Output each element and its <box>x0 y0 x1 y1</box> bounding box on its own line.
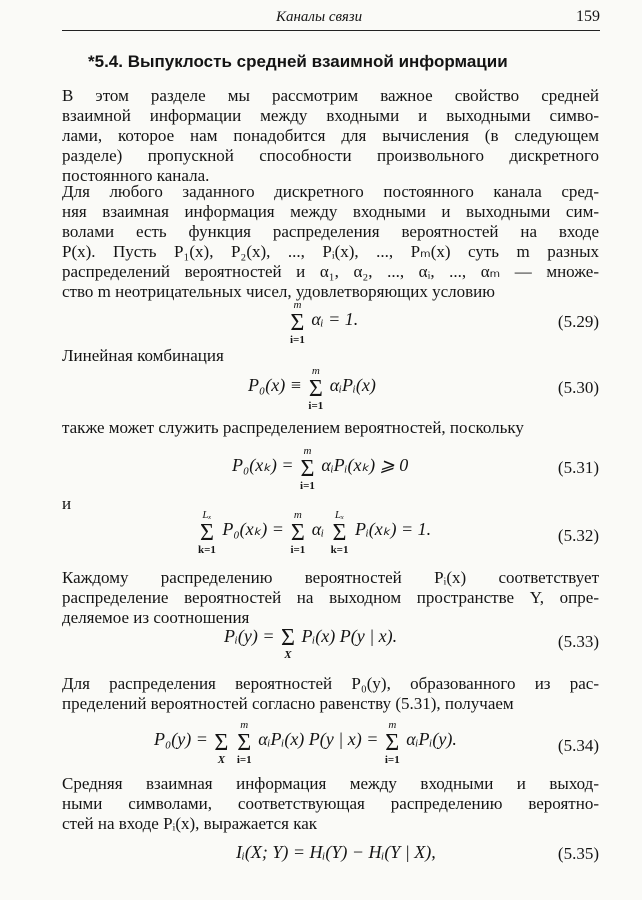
equation-number: (5.34) <box>557 736 599 755</box>
equation-5-35 <box>0 838 642 882</box>
equation-number: (5.30) <box>557 378 599 397</box>
page-header <box>62 6 600 31</box>
text-and: и <box>62 494 72 513</box>
sum-symbol: m Σ i=1 <box>290 299 305 346</box>
equation-5-31: P₀(xₖ) = m Σ i=1 αᵢPᵢ(xₖ) ⩾ 0 (5.31) <box>232 445 599 492</box>
page-number: 159 <box>576 8 600 25</box>
equation-number: (5.31) <box>557 458 599 477</box>
paragraph-output-distribution: Каждому распределению вероятностей Pᵢ(x) соответствует распределение вероятностей на выходном пространстве Y, опре- деляемое из соотношения <box>62 568 599 627</box>
paragraph-mutual-info: Средняя взаимная информация между входными и выход- ными символами, соответствующая распределению вероятно- стей на входе Pᵢ(x), выражается как <box>62 774 599 833</box>
equation-5-32: Lₓ Σ k=1 P₀(xₖ) = m Σ i=1 αᵢ Lₓ Σ k=1 Pᵢ(xₖ) = 1. (5.32) <box>198 509 599 556</box>
equation-number: (5.29) <box>557 312 599 331</box>
equation-5-30: P₀(x) ≡ m Σ i=1 αᵢPᵢ(x) (5.30) <box>248 365 599 412</box>
equation-number: (5.32) <box>557 526 599 545</box>
equation-number: (5.35) <box>557 844 599 863</box>
equation-body: Iᵢ(X; Y) = Hᵢ(Y) − Hᵢ(Y | X), <box>236 842 436 862</box>
equation-5-29 <box>0 300 642 344</box>
text-linear-combination: Линейная комбинация <box>62 346 224 365</box>
sum-symbol: m Σ i=1 <box>384 719 400 766</box>
text-also: также может служить распределением вероятностей, поскольку <box>62 418 524 437</box>
sum-symbol: Σ X <box>214 730 229 766</box>
equation-body: αᵢ = 1. <box>311 309 359 330</box>
equation-number: (5.33) <box>557 632 599 651</box>
equation-5-34: P₀(y) = Σ X m Σ i=1 αᵢPᵢ(x) P(y | x) = m Σ i=1 αᵢPᵢ(y). (5.34) <box>154 719 599 766</box>
equation-5-33: Pᵢ(y) = Σ X Pᵢ(x) P(y | x). (5.33) <box>224 625 599 661</box>
paragraph-intro: В этом разделе мы рассмотрим важное свойство средней взаимной информации между входными и выходными симво- лами, которое нам понадобится для вычисления (в следующем разделе) пропускной способности произвольного дискретного постоянного канала. <box>62 86 599 185</box>
sum-symbol: m Σ i=1 <box>236 719 252 766</box>
paragraph-mixture: Для распределения вероятностей P₀(y), образованного из рас- пределений вероятностей согласно равенству (5.31), получаем <box>62 674 599 713</box>
running-title: Каналы связи <box>276 9 363 25</box>
sum-symbol: m Σ i=1 <box>300 445 315 492</box>
sum-symbol: Lₓ Σ k=1 <box>198 509 216 556</box>
paragraph-definition: Для любого заданного дискретного постоянного канала сред- няя взаимная информация между входными и выходными сим- волами есть функция распределения вероятностей на входе P(x). Пусть P₁(x), P₂(x), ..., Pᵢ(x), ..., Pₘ(x) суть m разных распределений вероятностей и α₁, α₂, ..., αᵢ, ..., αₘ — множе- ство m неотрицательных чисел, удовлетворяющих условию <box>62 182 599 301</box>
sum-symbol: m Σ i=1 <box>308 365 324 412</box>
section-title: *5.4. Выпуклость средней взаимной информации <box>88 52 508 71</box>
sum-symbol: Σ X <box>280 625 295 661</box>
sum-symbol: m Σ i=1 <box>290 509 306 556</box>
sum-symbol: Lₓ Σ k=1 <box>330 509 349 556</box>
